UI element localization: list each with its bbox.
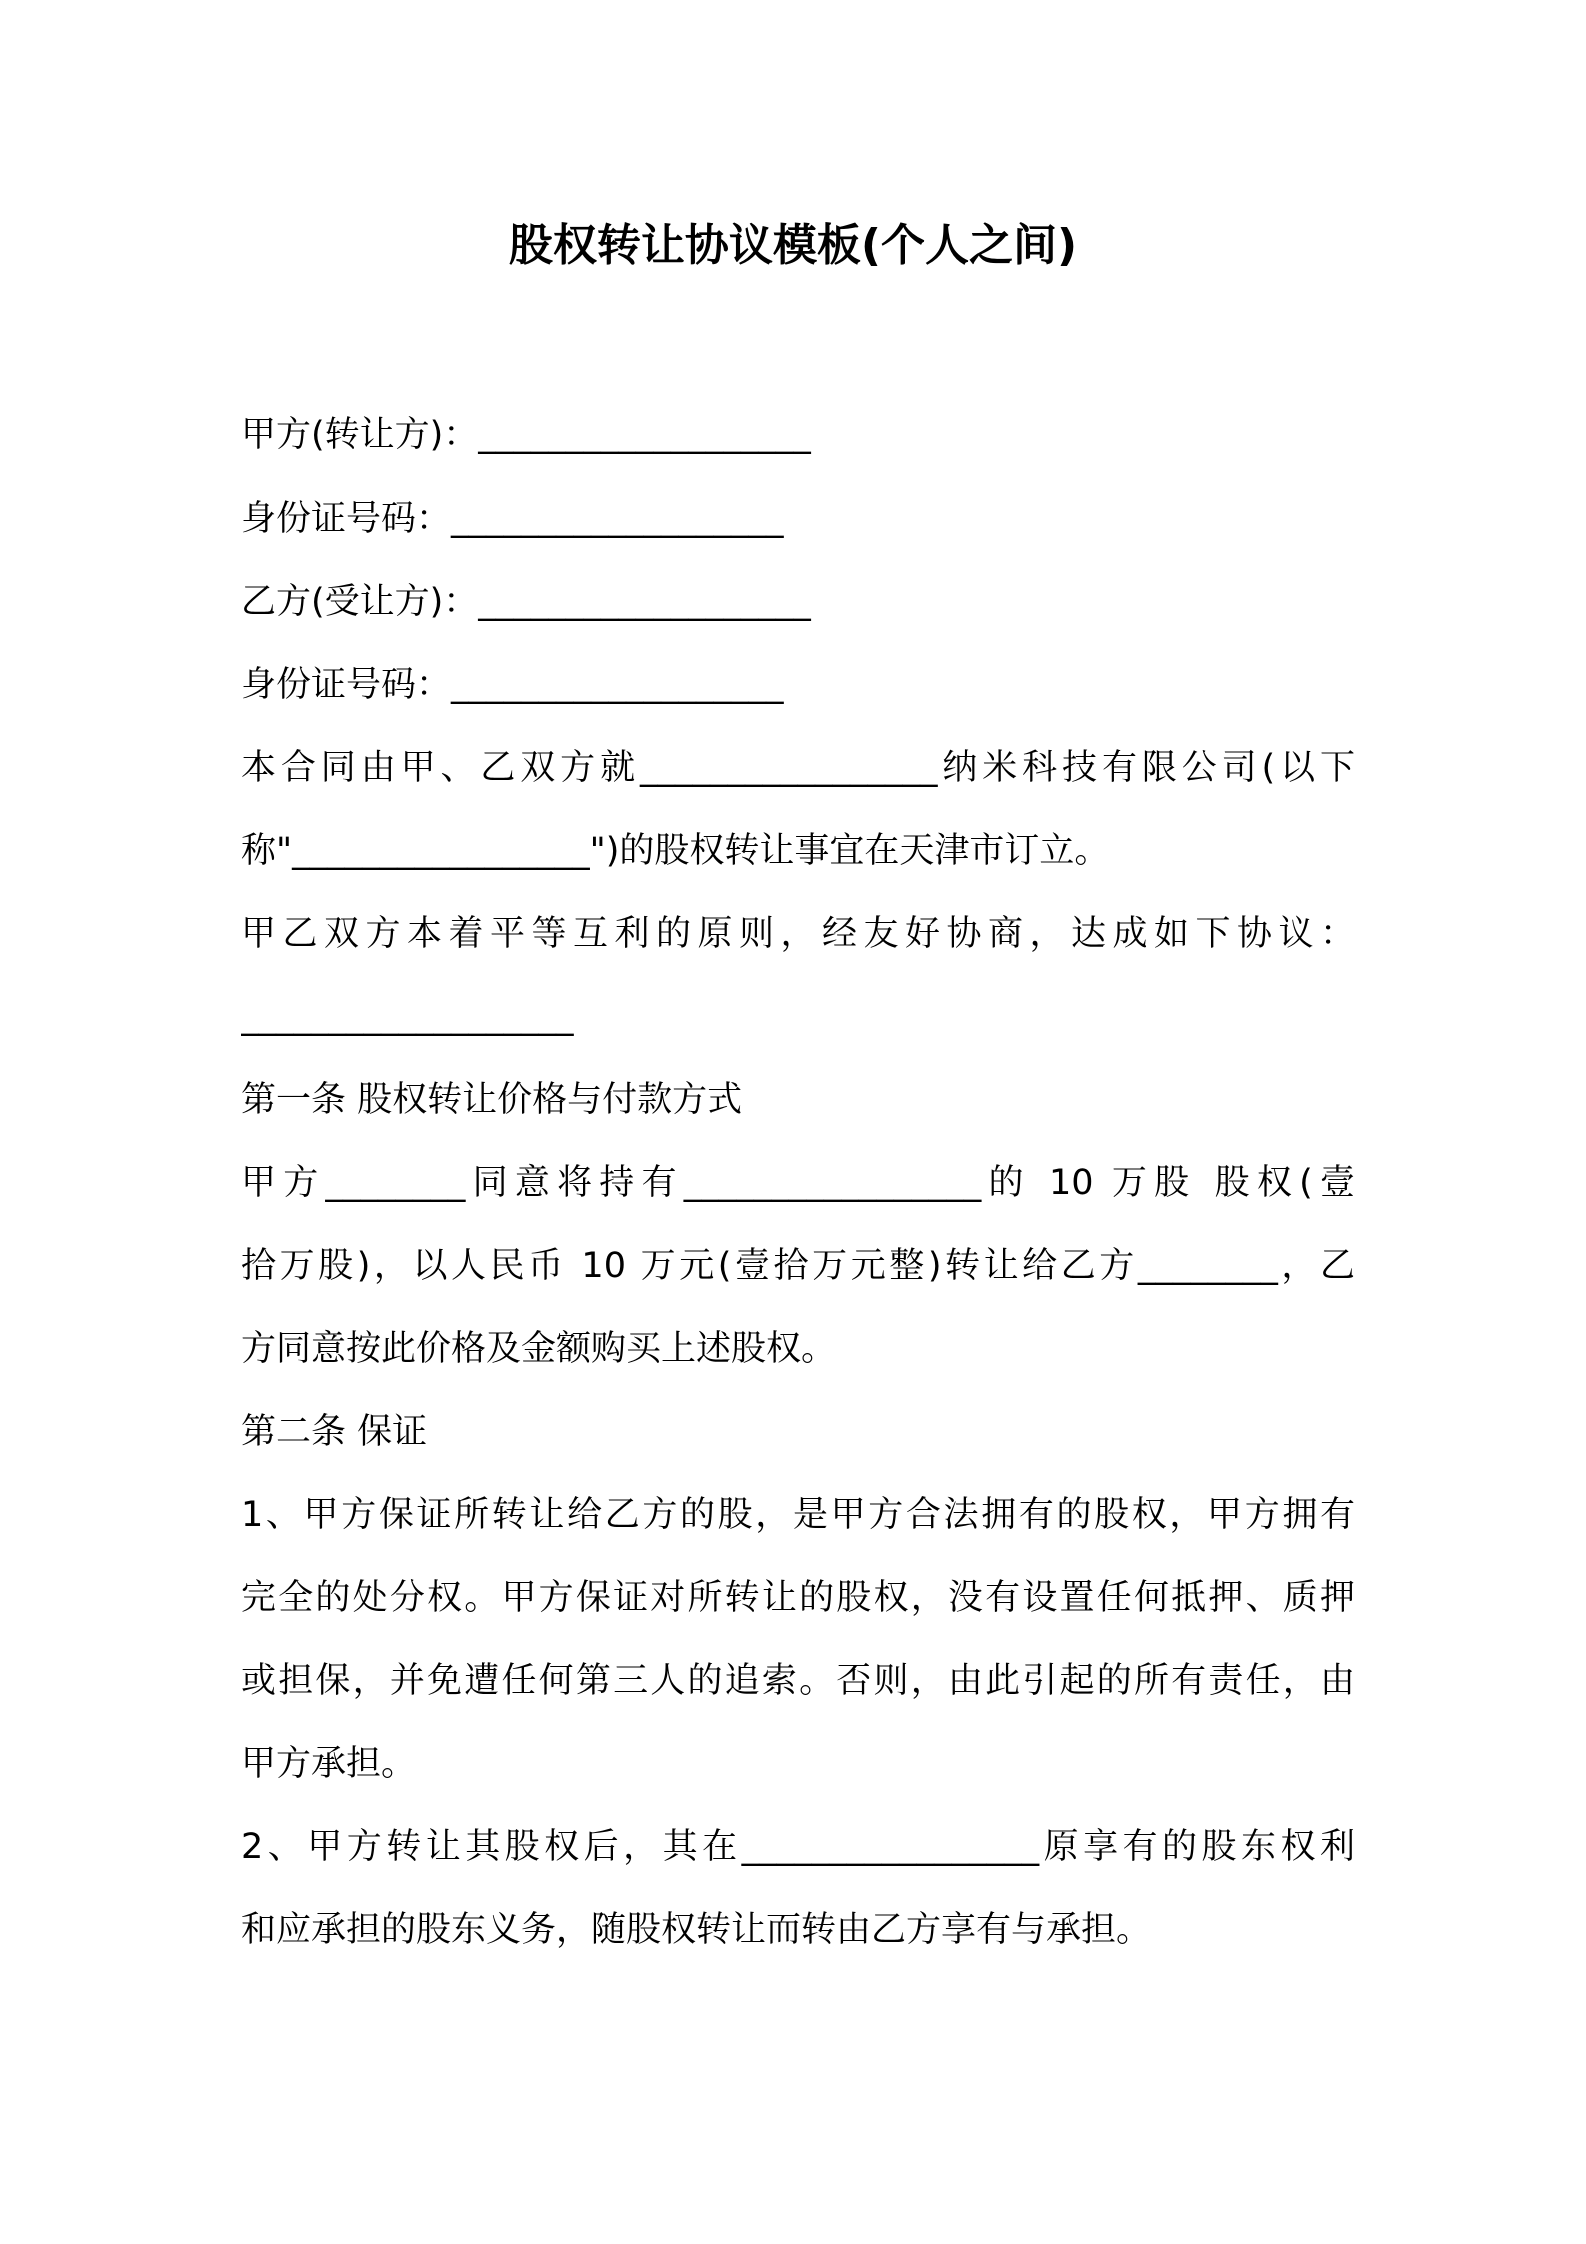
- document-title: 股权转让协议模板(个人之间): [508, 220, 1078, 271]
- clause-1-line-2: 完全的处分权。甲方保证对所转让的股权，没有设置任何抵押、质押: [241, 1578, 1355, 1618]
- agreement-intro: 甲乙双方本着平等互利的原则，经友好协商，达成如下协议：: [241, 914, 1355, 954]
- party-a-id-field: 身份证号码：___________________: [241, 499, 784, 539]
- article-1-heading: 第一条 股权转让价格与付款方式: [241, 1080, 743, 1120]
- clause-1-line-4: 甲方承担。: [241, 1744, 417, 1784]
- article-2-heading: 第二条 保证: [241, 1412, 428, 1452]
- party-b-id-field: 身份证号码：___________________: [241, 665, 784, 705]
- article-1-line-2: 拾万股)，以人民币 10 万元(壹拾万元整)转让给乙方________，乙: [241, 1246, 1355, 1286]
- party-a-field: 甲方(转让方)：___________________: [241, 415, 811, 455]
- clause-1-line-3: 或担保，并免遭任何第三人的追索。否则，由此引起的所有责任，由: [241, 1661, 1355, 1701]
- party-b-field: 乙方(受让方)：___________________: [241, 582, 811, 622]
- article-1-line-1: 甲方________同意将持有_________________的 10 万股 股权(壹: [241, 1163, 1355, 1203]
- blank-line: ___________________: [241, 997, 574, 1037]
- clause-1-line-1: 1、甲方保证所转让给乙方的股，是甲方合法拥有的股权，甲方拥有: [241, 1495, 1355, 1535]
- preamble-line-1: 本合同由甲、乙双方就_________________纳米科技有限公司(以下: [241, 748, 1355, 788]
- preamble-line-2: 称"_________________")的股权转让事宜在天津市订立。: [241, 831, 1110, 871]
- article-1-line-3: 方同意按此价格及金额购买上述股权。: [241, 1329, 837, 1369]
- clause-2-line-2: 和应承担的股东义务，随股权转让而转由乙方享有与承担。: [241, 1910, 1152, 1950]
- clause-2-line-1: 2、甲方转让其股权后，其在_________________原享有的股东权利: [241, 1827, 1355, 1867]
